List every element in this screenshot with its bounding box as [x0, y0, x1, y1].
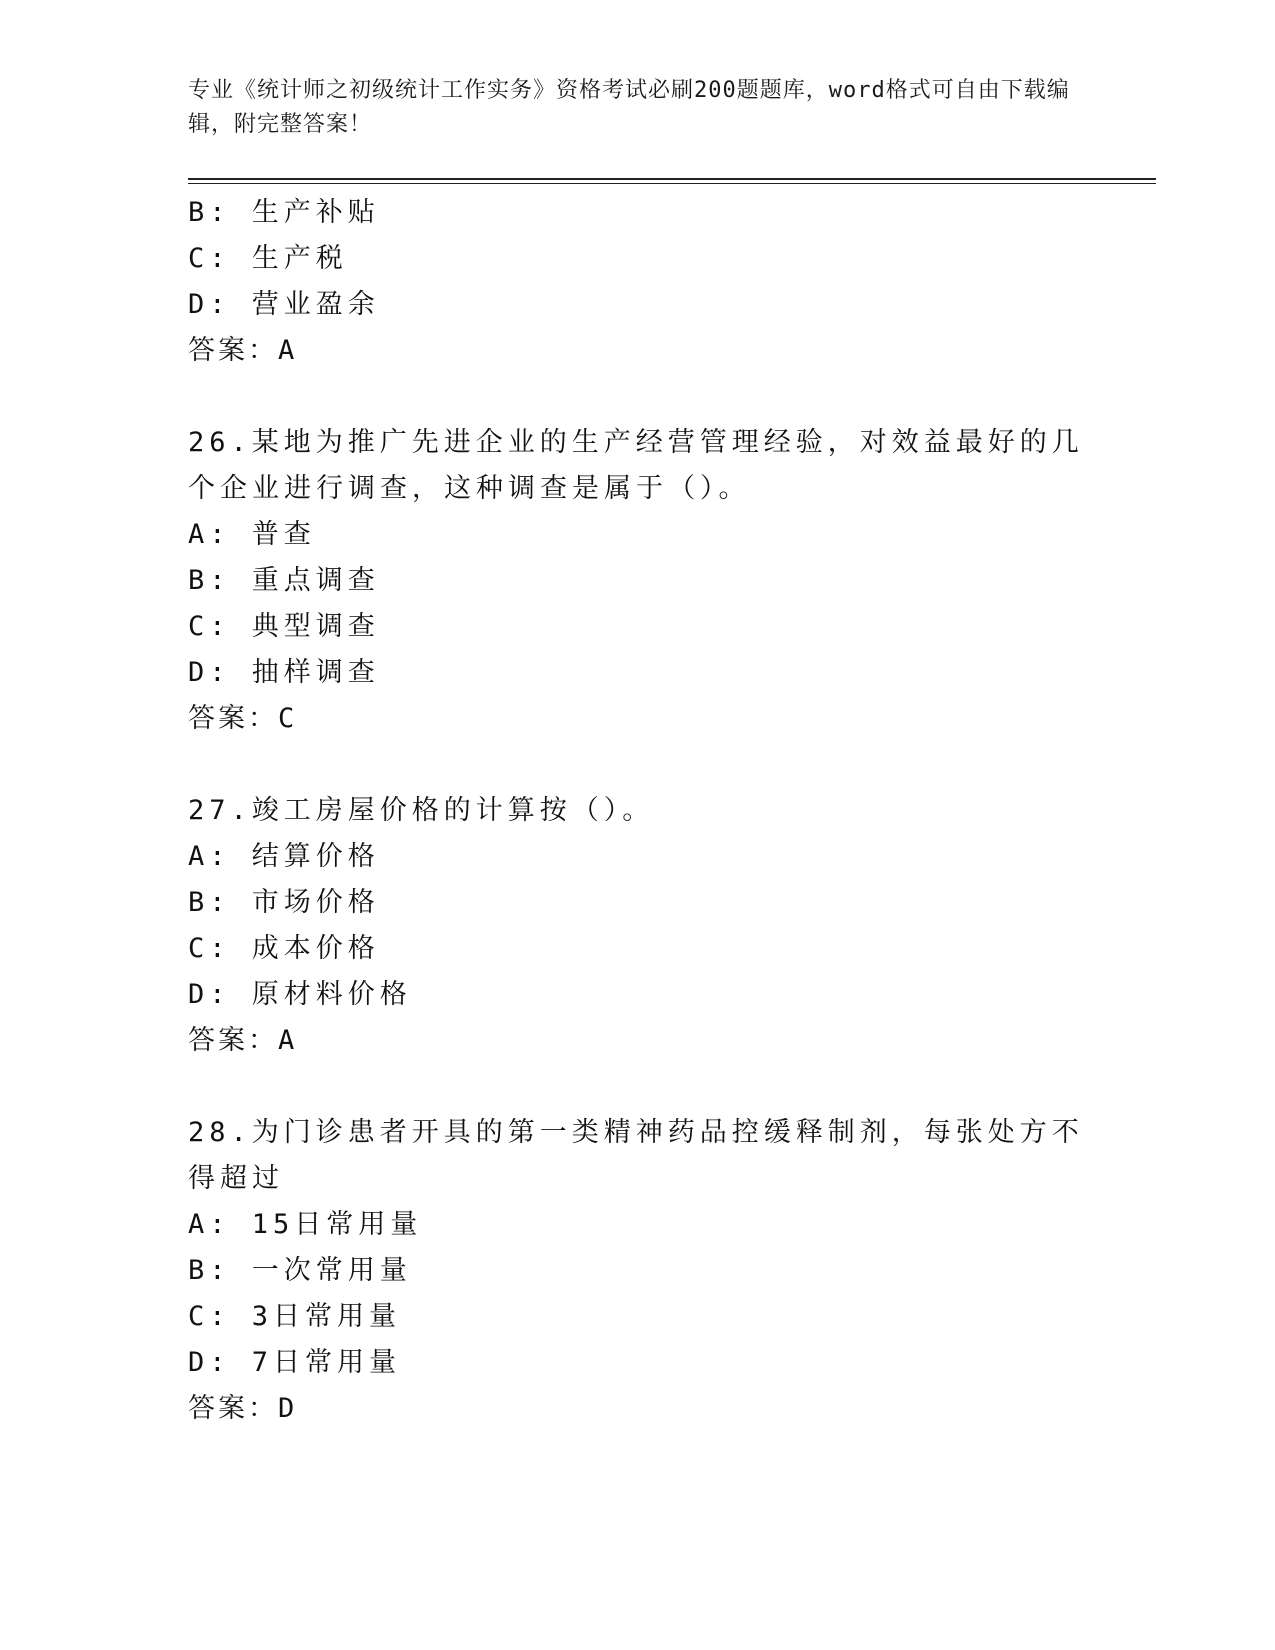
option-b: B: 一次常用量 [188, 1255, 412, 1286]
header-text: 专业《统计师之初级统计工作实务》资格考试必刷200题题库，word格式可自由下载编辑，附完整答案！ [188, 78, 1070, 137]
option-c: C: 3日常用量 [188, 1301, 402, 1332]
question-stem: 26.某地为推广先进企业的生产经营管理经验，对效益最好的几个企业进行调查，这种调查是属于（）。 [188, 427, 1084, 504]
question-stem: 27.竣工房屋价格的计算按（）。 [188, 795, 655, 826]
option-d: D: 抽样调查 [188, 657, 380, 688]
partial-question [188, 190, 1088, 374]
answer-line: 答案：A [188, 335, 298, 366]
answer-line: 答案：A [188, 1025, 298, 1056]
question-28 [188, 1110, 1088, 1432]
option-c: C: 典型调查 [188, 611, 380, 642]
question-26 [188, 420, 1088, 742]
question-content [188, 190, 1088, 1432]
document-header [188, 74, 1088, 142]
header-rule-thin [188, 183, 1156, 184]
option-b: B: 市场价格 [188, 887, 380, 918]
option-b: B: 重点调查 [188, 565, 380, 596]
option-b: B: 生产补贴 [188, 197, 380, 228]
option-d: D: 原材料价格 [188, 979, 412, 1010]
option-d: D: 7日常用量 [188, 1347, 402, 1378]
question-stem: 28.为门诊患者开具的第一类精神药品控缓释制剂，每张处方不得超过 [188, 1117, 1084, 1194]
option-d: D: 营业盈余 [188, 289, 380, 320]
option-a: A: 普查 [188, 519, 316, 550]
option-a: A: 结算价格 [188, 841, 380, 872]
question-27 [188, 788, 1088, 1064]
option-a: A: 15日常用量 [188, 1209, 423, 1240]
answer-line: 答案：D [188, 1393, 298, 1424]
header-rule-thick [188, 178, 1156, 180]
option-c: C: 成本价格 [188, 933, 380, 964]
option-c: C: 生产税 [188, 243, 348, 274]
answer-line: 答案：C [188, 703, 298, 734]
